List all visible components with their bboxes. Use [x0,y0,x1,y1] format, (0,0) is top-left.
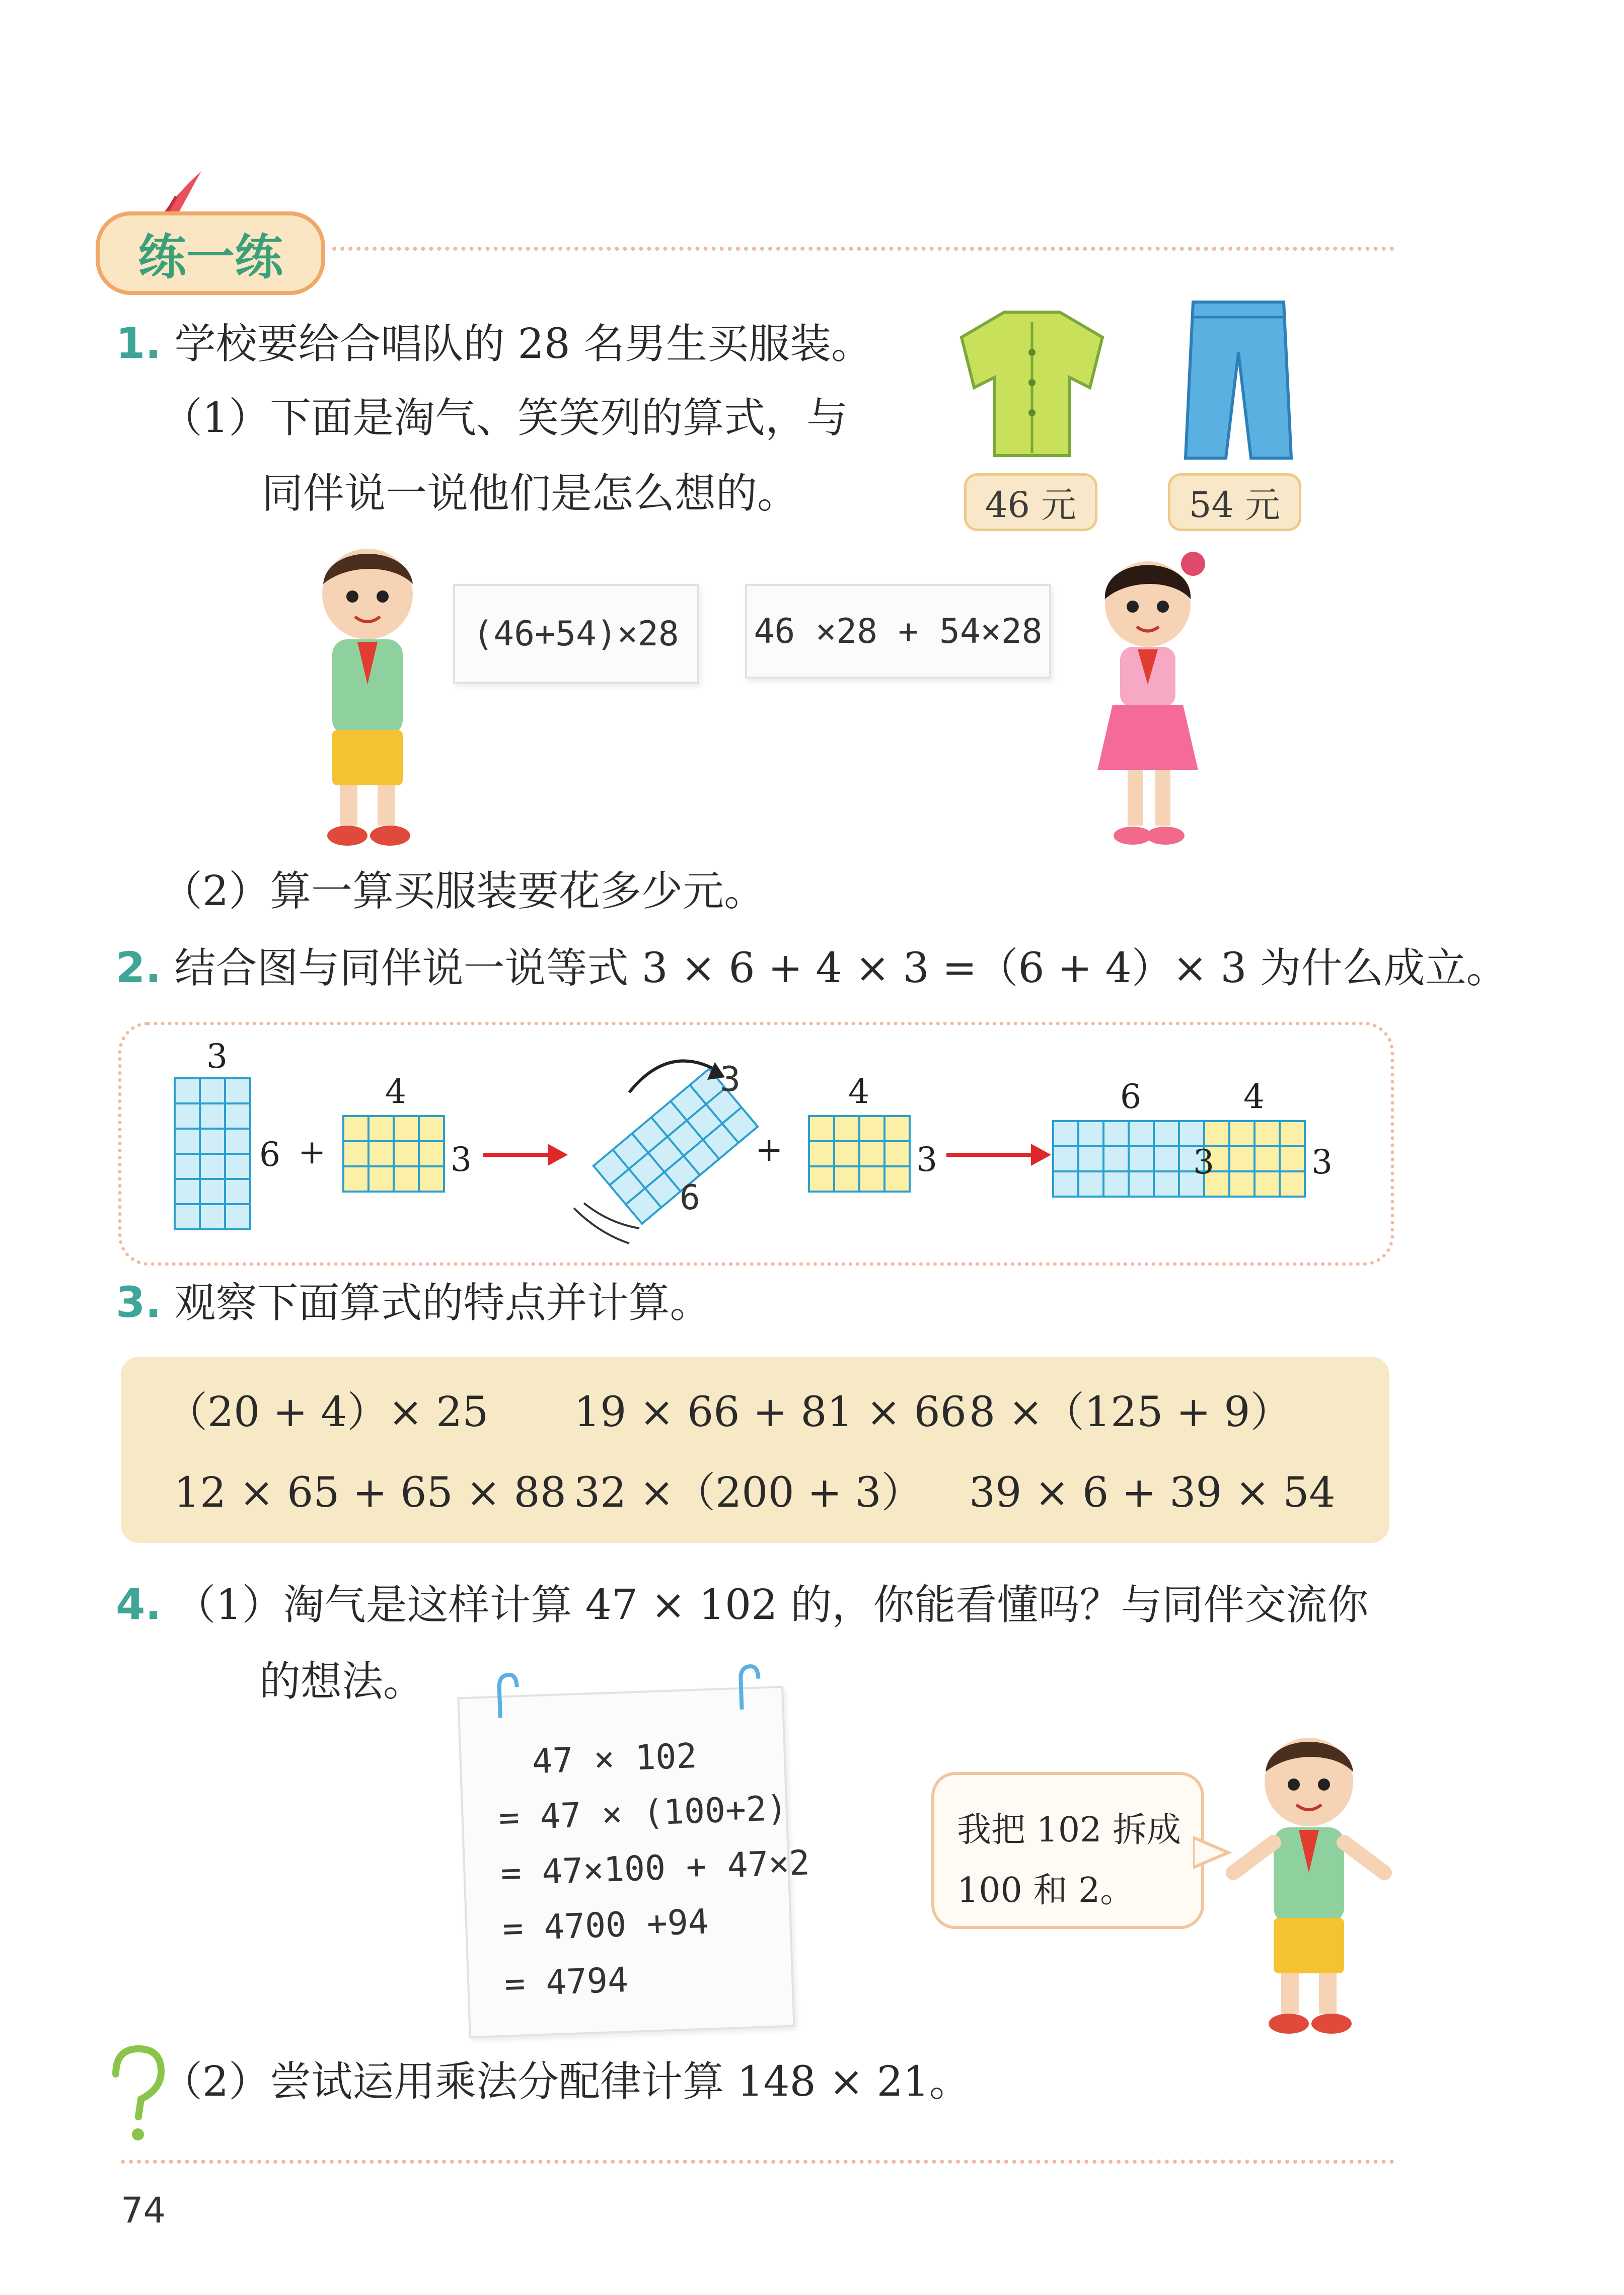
work-line-5: = 4794 [503,1960,629,2005]
q4-work-paper [457,1686,810,2038]
q1-sub1-line1: （1）下面是淘气、笑笑列的算式，与 [161,394,848,442]
boy-taoqi-illustration [292,534,443,856]
grid-d-blue-6x3 [1052,1120,1205,1198]
shirt-icon [956,302,1108,463]
pants-price-tag [1168,473,1301,531]
paper-clip-right-icon [720,1663,762,1715]
work-line-4: = 4700 +94 [502,1902,710,1949]
rotated-bottom-label: 6 [680,1178,700,1218]
speech-bubble-line1: 我把 102 拆成 [957,1810,1182,1850]
q4-line [116,1580,1369,1629]
grid-c-side-label: 3 [916,1140,937,1179]
grid-b-side-label: 3 [451,1140,472,1179]
q1-sub1-line2: 同伴说一说他们是怎么想的。 [262,470,799,517]
section-header-title: 练一练 [138,229,283,285]
grid-a-3x6 [174,1077,251,1230]
q3-expr-4: 12 × 65 + 65 × 88 [174,1469,566,1517]
grid-d-top-label-4: 4 [1243,1077,1265,1116]
q1-line [116,319,872,368]
paper-clip-left-icon [479,1672,521,1724]
q2-text: 结合图与同伴说一说等式 3 × 6 + 4 × 3 =（6 + 4）× 3 为什么成立。 [174,944,1508,992]
q3-text: 观察下面算式的特点并计算。 [174,1279,711,1327]
work-line-1: 47 × 102 [531,1736,698,1782]
q1-sub2: （2）算一算买服装要花多少元。 [161,867,766,915]
grid-a-top-label: 3 [206,1037,228,1076]
girl-formula-card [745,584,1051,679]
q3-number: 3. [116,1278,162,1327]
arrow-1 [483,1153,549,1157]
shirt-price-tag [964,473,1097,531]
q4-sub2: （2）尝试运用乘法分配律计算 148 × 21。 [161,2058,971,2106]
q3-expr-2: 19 × 66 + 81 × 66 [574,1388,967,1436]
question-mark-icon [101,2044,171,2144]
q3-expr-3: 8 ×（125 + 9） [969,1388,1292,1436]
section-header [91,166,1399,297]
grid-b-4x3 [342,1115,445,1193]
grid-a-side-label: 6 [259,1135,280,1174]
grid-d-yellow-4x3 [1203,1120,1306,1198]
girl-formula: 46 ×28 + 54×28 [754,611,1043,651]
q2-line [116,943,1508,992]
plus-sign-2: + [755,1130,783,1169]
grid-c-4x3 [808,1115,911,1193]
grid-d-top-label-6: 6 [1120,1077,1141,1116]
q4-number: 4. [116,1580,162,1629]
q1-number: 1. [116,319,162,368]
arrow-2-head [1031,1144,1051,1166]
work-line-3: = 47×100 + 47×2 [500,1843,810,1894]
rotation-arrow-icon [624,1042,735,1102]
footer-divider [121,2160,1394,2164]
page-number: 74 [121,2190,166,2231]
boy-formula-card [453,584,699,684]
girl-xiaoxiao-illustration [1072,544,1223,866]
grid-d-mid-label: 3 [1193,1143,1214,1181]
shirt-price: 46 元 [985,484,1077,526]
pants-icon [1183,297,1294,463]
speech-bubble-line2: 100 和 2。 [957,1871,1135,1910]
speech-bubble [931,1772,1204,1929]
header-divider [332,247,1394,251]
boy-formula: (46+54)×28 [473,614,679,654]
q2-number: 2. [116,943,162,992]
plus-sign-1: + [298,1133,326,1171]
work-line-2: = 47 × (100+2) [498,1788,788,1838]
q1-text: 学校要给合唱队的 28 名男生买服装。 [174,320,872,368]
q3-expr-5: 32 ×（200 + 3） [574,1469,923,1517]
boy-taoqi-illustration-2 [1223,1722,1394,2044]
arrow-1-head [548,1144,568,1166]
arrow-2 [946,1153,1032,1157]
pants-price: 54 元 [1189,484,1281,526]
q3-line [116,1278,711,1327]
q3-expr-6: 39 × 6 + 39 × 54 [969,1469,1336,1517]
q4-sub1-line2: 的想法。 [259,1658,425,1706]
grid-c-top-label: 4 [848,1072,869,1111]
section-header-badge [96,211,325,295]
q3-expr-1: （20 + 4）× 25 [166,1388,489,1436]
grid-b-top-label: 4 [385,1072,406,1111]
q4-sub1-line1: （1）淘气是这样计算 47 × 102 的，你能看懂吗？与同伴交流你 [174,1581,1369,1629]
grid-d-side-label: 3 [1311,1143,1333,1181]
rotated-top-label: 3 [720,1060,741,1099]
motion-lines-icon [569,1198,644,1253]
